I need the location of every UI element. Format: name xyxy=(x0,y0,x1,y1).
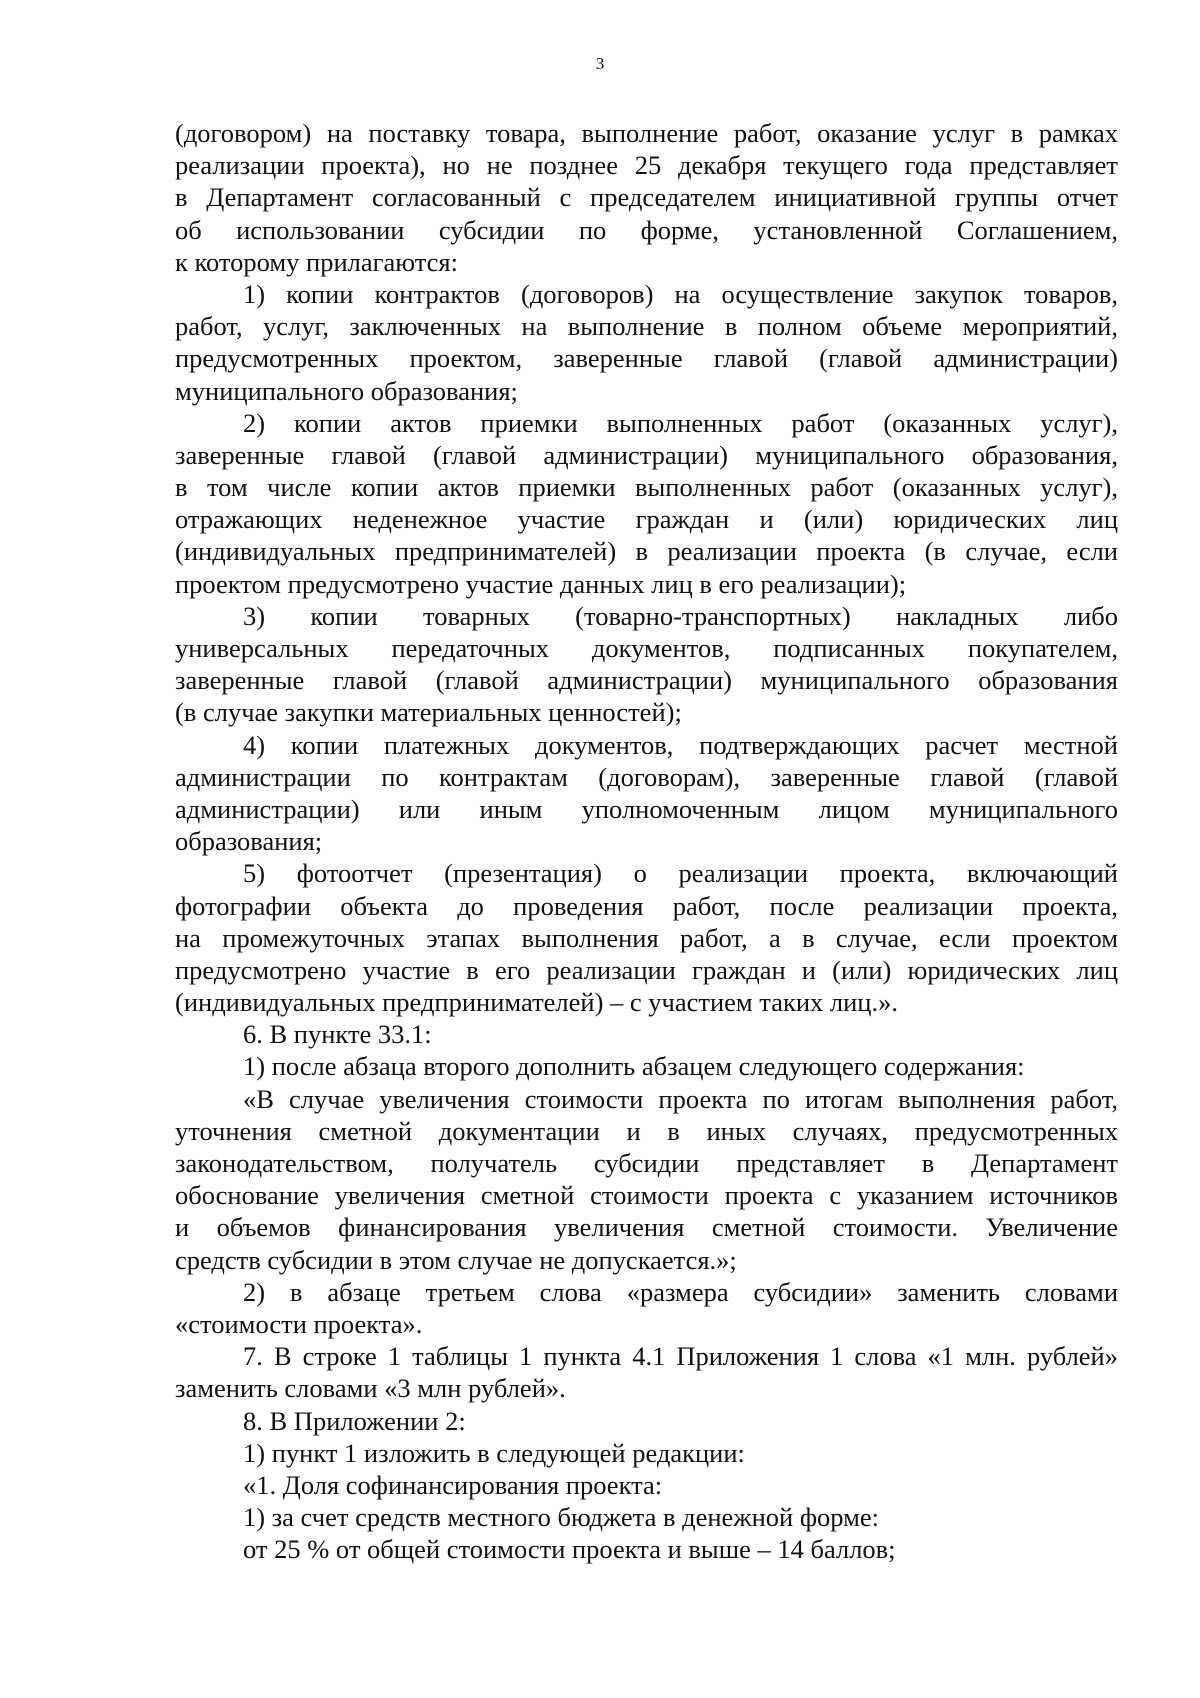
text-line: 7. В строке 1 таблицы 1 пункта 4.1 Приложения 1 слова «1 млн. рублей» xyxy=(243,1341,1118,1372)
text-line: универсальных передаточных документов, подписанных покупателем, xyxy=(175,633,1118,663)
text-line: об использовании субсидии по форме, установленной Соглашением, xyxy=(175,214,1118,245)
text-line: в том числе копии актов приемки выполненных работ (оказанных услуг), xyxy=(175,472,1118,503)
text-line: муниципального образования; xyxy=(175,375,518,406)
text-line: предусмотрено участие в его реализации граждан и (или) юридических лиц xyxy=(175,954,1118,985)
text-line: (индивидуальных предпринимателей) – с участием таких лиц.». xyxy=(175,987,898,1018)
text-line: 1) после абзаца второго дополнить абзацем следующего содержания: xyxy=(243,1051,1025,1082)
text-line: средств субсидии в этом случае не допускается.»; xyxy=(175,1244,737,1275)
text-line: образования; xyxy=(175,826,323,857)
text-line: 5) фотоотчет (презентация) о реализации проекта, включающий xyxy=(243,858,1118,889)
text-line: 2) в абзаце третьем слова «размера субсидии» заменить словами xyxy=(243,1276,1118,1307)
text-line: администрации по контрактам (договорам), заверенные главой (главой xyxy=(175,761,1118,792)
text-line: от 25 % от общей стоимости проекта и выше – 14 баллов; xyxy=(243,1534,896,1565)
text-line: заверенные главой (главой администрации) муниципального образования, xyxy=(175,439,1118,470)
text-line: администрации) или иным уполномоченным лицом муниципального xyxy=(175,793,1118,824)
text-line: 4) копии платежных документов, подтверждающих расчет местной xyxy=(243,729,1118,760)
text-line: (договором) на поставку товара, выполнение работ, оказание услуг в рамках xyxy=(175,118,1118,148)
text-line: «стоимости проекта». xyxy=(175,1308,423,1339)
text-line: 1) копии контрактов (договоров) на осуществление закупок товаров, xyxy=(243,278,1118,309)
text-line: заверенные главой (главой администрации) муниципального образования xyxy=(175,665,1118,696)
text-line: 8. В Приложении 2: xyxy=(243,1405,466,1436)
text-line: 3) копии товарных (товарно-транспортных) накладных либо xyxy=(243,600,1118,631)
text-line: проектом предусмотрено участие данных лиц в его реализации); xyxy=(175,568,907,599)
text-line: работ, услуг, заключенных на выполнение в полном объеме мероприятий, xyxy=(175,311,1118,342)
text-line: предусмотренных проектом, заверенные главой (главой администрации) xyxy=(175,343,1118,374)
text-line: 6. В пункте 33.1: xyxy=(243,1019,432,1050)
text-line: 1) за счет средств местного бюджета в денежной форме: xyxy=(243,1502,879,1533)
text-line: «1. Доля софинансирования проекта: xyxy=(243,1469,663,1500)
text-line: уточнения сметной документации и в иных случаях, предусмотренных xyxy=(175,1115,1118,1146)
document-body xyxy=(175,117,1118,1565)
text-line: обоснование увеличения сметной стоимости проекта с указанием источников xyxy=(175,1180,1118,1211)
text-line: (индивидуальных предпринимателей) в реализации проекта (в случае, если xyxy=(175,536,1118,567)
text-line: и объемов финансирования увеличения сметной стоимости. Увеличение xyxy=(175,1212,1118,1243)
text-line: фотографии объекта до проведения работ, после реализации проекта, xyxy=(175,890,1118,921)
page-number: 3 xyxy=(595,54,605,73)
text-line: законодательством, получатель субсидии представляет в Департамент xyxy=(175,1148,1118,1178)
text-line: реализации проекта), но не позднее 25 декабря текущего года представляет xyxy=(175,150,1118,181)
text-line: в Департамент согласованный с председателем инициативной группы отчет xyxy=(175,182,1118,213)
text-line: заменить словами «3 млн рублей». xyxy=(175,1373,566,1404)
text-line: 1) пункт 1 изложить в следующей редакции: xyxy=(243,1437,745,1468)
text-line: к которому прилагаются: xyxy=(175,246,458,277)
text-line: 2) копии актов приемки выполненных работ (оказанных услуг), xyxy=(243,407,1118,438)
text-line: отражающих неденежное участие граждан и (или) юридических лиц xyxy=(175,504,1118,535)
text-line: «В случае увеличения стоимости проекта по итогам выполнения работ, xyxy=(243,1083,1118,1114)
text-line: на промежуточных этапах выполнения работ, а в случае, если проектом xyxy=(175,922,1118,953)
text-line: (в случае закупки материальных ценностей); xyxy=(175,697,682,728)
